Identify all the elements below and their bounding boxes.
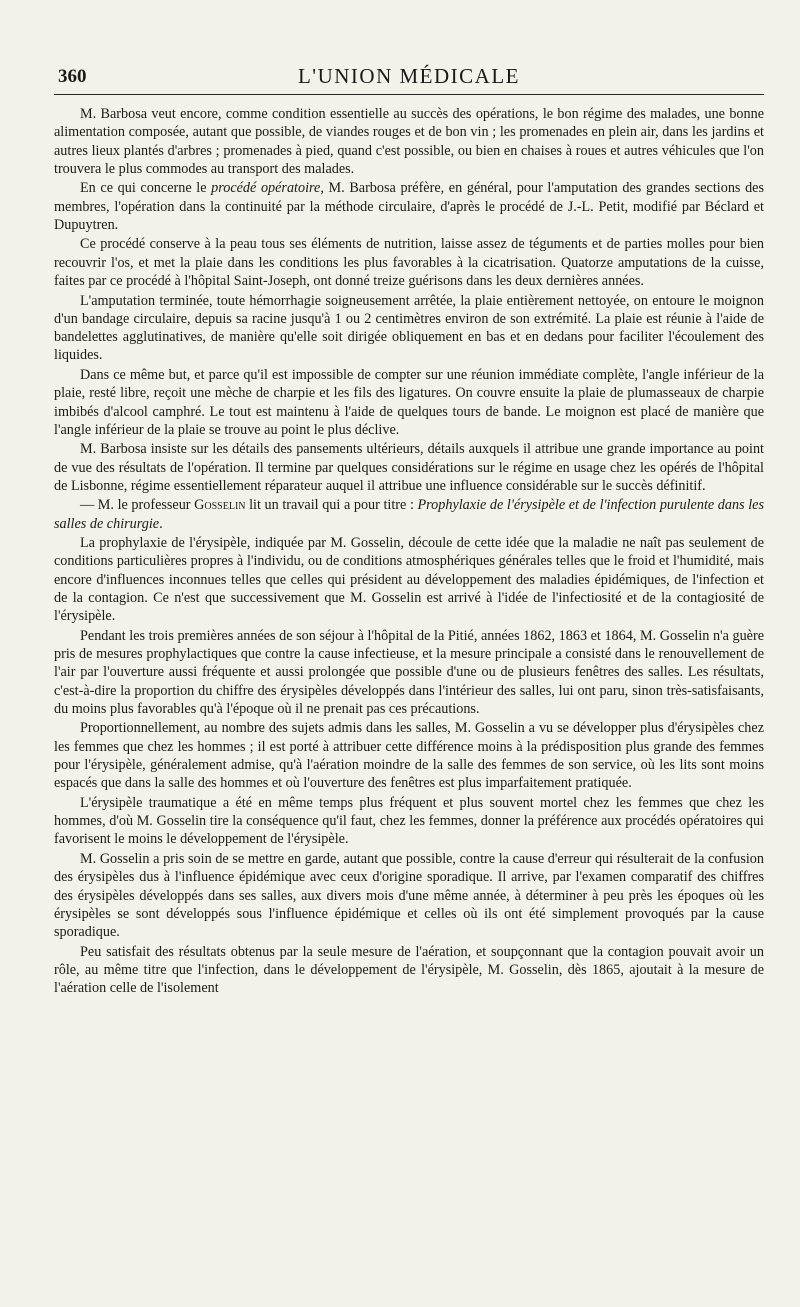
paragraph-pansements: M. Barbosa insiste sur les détails des pansements ultérieurs, détails auxquels il attribue une grande importance au point de vue des résultats de l'opération. Il termine par quelques considérations sur le régime en usage chez les opérés de l'hôpital de Lisbonne, régime essentiellement réparateur auquel il attribue une influence considérable sur le succès définitif. [54, 441, 764, 494]
paragraph-ligatures: Dans ce même but, et parce qu'il est impossible de compter sur une réunion immédiate complète, l'angle inférieur de la plaie, resté libre, reçoit une mèche de charpie et les fils des ligatures. On couvre ensuite la plaie de plumasseaux de charpie imbibés d'alcool camphré. Le tout est maintenu à l'aide de quelques tours de bande. Le moignon est placé de manière que l'angle inférieur de la plaie se trouve au point le plus déclive. [54, 366, 764, 438]
paragraph-regime: M. Barbosa veut encore, comme condition essentielle au succès des opérations, le bon régime des malades, une bonne alimentation composée, autant que possible, de viandes rouges et de bon vin ; les promenades en plein air, dans les jardins et autres lieux plantés d'arbres ; promenades à pied, quand c'est possible, ou bien en chaises à roues et autres véhicules que l'on trouvera le plus commodes au transport des malades. [54, 106, 764, 177]
paragraph-procede-operatoire: En ce qui concerne le procédé opératoire, M. Barbosa préfère, en général, pour l'amputation des grandes sections des membres, l'opération dans la continuité par la méthode circulaire, d'après le procédé de J.-L. Petit, modifié par Béclard et Dupuytren. [54, 180, 764, 233]
body-text [54, 105, 764, 998]
paragraph-isolement: Peu satisfait des résultats obtenus par la seule mesure de l'aération, et soupçonnant que la contagion pouvait avoir un rôle, au même titre que l'infection, dans le développement de l'érysipèle, M. Gosselin, dès 1865, ajoutait à la mesure de l'aération celle de l'isolement [54, 943, 764, 997]
paragraph-conservation: Ce procédé conserve à la peau tous ses éléments de nutrition, laisse assez de téguments et de parties molles pour bien recouvrir l'os, et met la plaie dans les conditions les plus favorables à la cicatrisation. Quatorze amputations de la cuisse, faites par ce procédé à l'hôpital Saint-Joseph, ont donné treize guérisons dans les deux dernières années. [54, 236, 764, 290]
paragraph-proportion: Proportionnellement, au nombre des sujets admis dans les salles, M. Gosselin a vu se développer plus d'érysipèles chez les femmes que chez les hommes ; il est porté à attribuer cette différence moins à la prédisposition plus grande des femmes pour l'érysipèle, généralement admise, qu'à l'aération moindre de la salle des femmes de son service, où les lits sont moins espacés que dans la salle des hommes et où l'ouverture des fenêtres est plus imparfaitement pratiquée. [54, 720, 764, 792]
paragraph-pitie: Pendant les trois premières années de son séjour à l'hôpital de la Pitié, années 1862, 1863 et 1864, M. Gosselin n'a guère pris de mesures prophylactiques que contre la cause infectieuse, et la mesure principale a consisté dans le renouvellement de l'air par l'ouverture aussi fréquente et aussi prolongée que possible d'une ou de plusieurs fenêtres des salles. Les résultats, c'est-à-dire la proportion du chiffre des érysipèles développés dans l'intérieur des salles, lui ont paru, sinon très-satisfaisants, du moins plus favorables qu'à l'époque où il ne prenait pas ces précautions. [54, 627, 764, 717]
page-header [54, 58, 764, 95]
paragraph-prophylaxie: La prophylaxie de l'érysipèle, indiquée par M. Gosselin, découle de cette idée que la maladie ne naît pas seulement de conditions particulières propres à l'individu, ou de conditions atmosphériques générales telles que le froid et l'humidité, mais encore d'influences inconnues telles que celles qui président au développement des maladies épidémiques, de l'infection et de la contagion. Ce n'est que successivement que M. Gosselin est arrivé à l'idée de l'infectiosité et de la contagiosité de l'érysipèle. [54, 535, 764, 625]
author-name: Gosselin [194, 497, 246, 514]
paragraph-traumatique: L'érysipèle traumatique a été en même temps plus fréquent et plus souvent mortel chez les femmes que chez les hommes, d'où M. Gosselin tire la conséquence qu'il faut, chez les femmes, donner la préférence aux procédés opératoires qui favorisent le moins le développement de l'érysipèle. [54, 794, 764, 848]
page-number: 360 [58, 66, 87, 87]
paragraph-amputation: L'amputation terminée, toute hémorrhagie soigneusement arrêtée, la plaie entièrement nettoyée, on entoure le moignon d'un bandage circulaire, depuis sa racine jusqu'à 1 ou 2 centimètres environ de son extrémité. La plaie est réunie à l'aide de bandelettes agglutinatives, de manière qu'elle soit dirigée obliquement en bas et en dedans pour faciliter l'écoulement des liquides. [54, 292, 764, 364]
running-title: L'UNION MÉDICALE [297, 64, 520, 88]
paragraph-erreur: M. Gosselin a pris soin de se mettre en garde, autant que possible, contre la cause d'erreur qui résulterait de la confusion des érysipèles dus à l'influence épidémique avec ceux d'origine sporadique. Il arrive, par l'examen comparatif des chiffres des érysipèles développés dans ses salles, aux divers mois d'une même année, à déterminer à peu près les époques où les érysipèles se sont développés sous l'influence épidémique et celles où ils ont été simplement provoqués par la cause sporadique. [54, 850, 764, 941]
italic-term: procédé opératoire [211, 180, 321, 197]
work-title: Prophylaxie de l'érysipèle et de l'infection purulente dans les salles de chirurgie [54, 497, 764, 532]
paragraph-gosselin-title: — M. le professeur Gosselin lit un travail qui a pour titre : Prophylaxie de l'érysipèle et de l'infection purulente dans les salles de chirurgie. [54, 497, 764, 532]
